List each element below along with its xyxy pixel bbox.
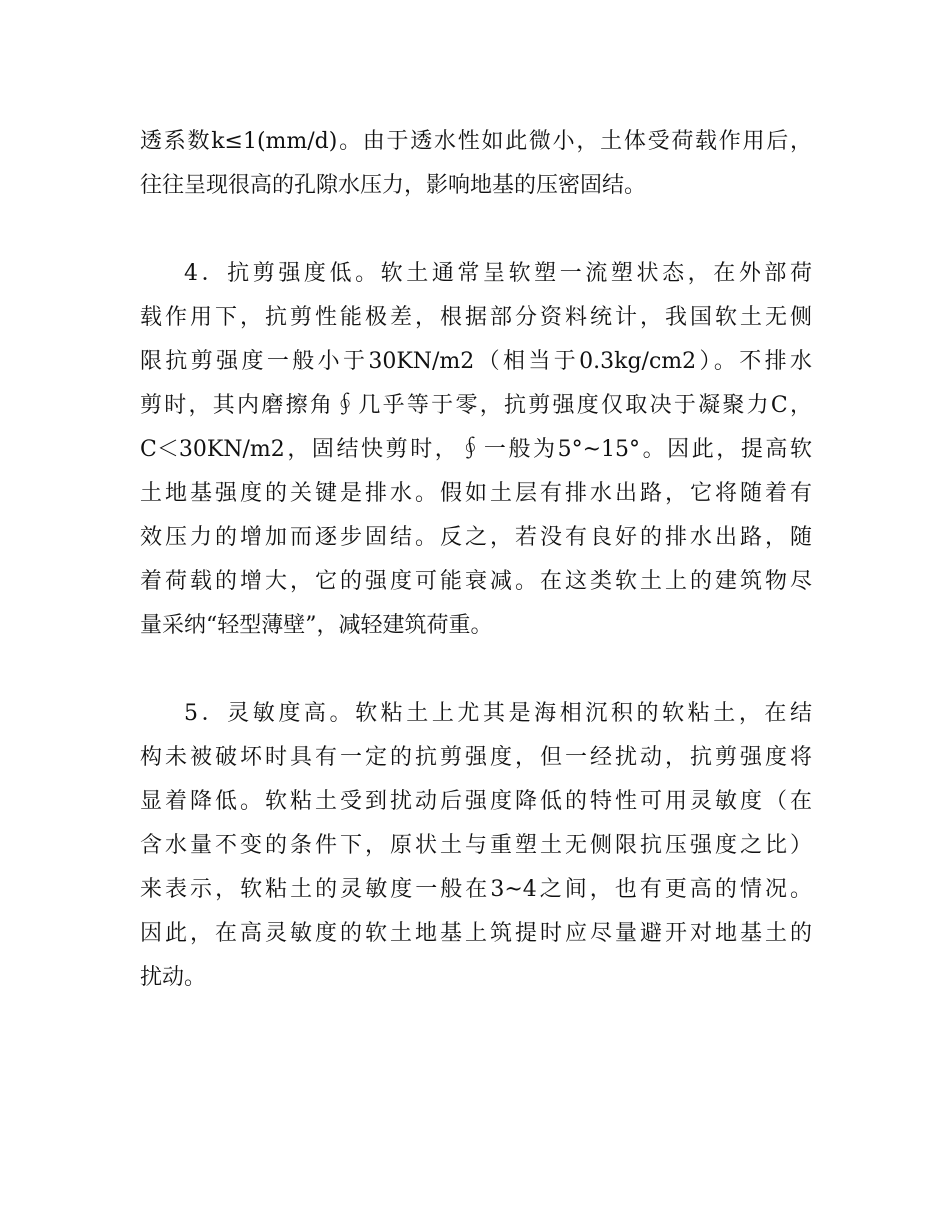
paragraph-shear-strength: [140, 252, 812, 648]
paragraph-permeability: [140, 120, 812, 208]
text-line: 剪时，其内磨擦角∮几乎等于零，抗剪强度仅取决于凝聚力C，: [140, 393, 812, 418]
text-line: 来表示，软粘土的灵敏度一般在3~4之间，也有更高的情况。: [140, 877, 812, 902]
paragraph-spacer: [140, 208, 812, 252]
text-line: 显着降低。软粘土受到扰动后强度降低的特性可用灵敏度（在: [140, 789, 812, 814]
text-line: 5．灵敏度高。软粘土上尤其是海相沉积的软粘土，在结: [184, 701, 812, 726]
text-line: 含水量不变的条件下，原状土与重塑土无侧限抗压强度之比）: [140, 833, 812, 858]
paragraph-sensitivity: [140, 692, 812, 1000]
document-body: [140, 120, 812, 1000]
text-line: 着荷载的增大，它的强度可能衰减。在这类软土上的建筑物尽: [140, 569, 812, 594]
text-line: 载作用下，抗剪性能极差，根据部分资料统计，我国软土无侧: [140, 305, 812, 330]
text-line: 因此，在高灵敏度的软土地基上筑提时应尽量避开对地基土的: [140, 921, 812, 946]
text-line: 构未被破坏时具有一定的抗剪强度，但一经扰动，抗剪强度将: [140, 745, 812, 770]
text-line: 透系数k≤1(mm/d)。由于透水性如此微小，土体受荷载作用后，: [140, 129, 812, 154]
text-line: 4．抗剪强度低。软土通常呈软塑一流塑状态，在外部荷: [184, 261, 812, 286]
paragraph-spacer: [140, 648, 812, 692]
text-line: 量采纳“轻型薄壁”，减轻建筑荷重。: [140, 613, 493, 638]
text-line: 效压力的增加而逐步固结。反之，若没有良好的排水出路，随: [140, 525, 812, 550]
text-line: 土地基强度的关键是排水。假如土层有排水出路，它将随着有: [140, 481, 812, 506]
text-line: C＜30KN/m2，固结快剪时，∮一般为5°~15°。因此，提高软: [140, 437, 812, 462]
text-line: 往往呈现很高的孔隙水压力，影响地基的压密固结。: [140, 173, 647, 198]
text-line: 扰动。: [140, 965, 207, 990]
text-line: 限抗剪强度一般小于30KN/m2（相当于0.3kg/cm2）。不排水: [140, 349, 812, 374]
